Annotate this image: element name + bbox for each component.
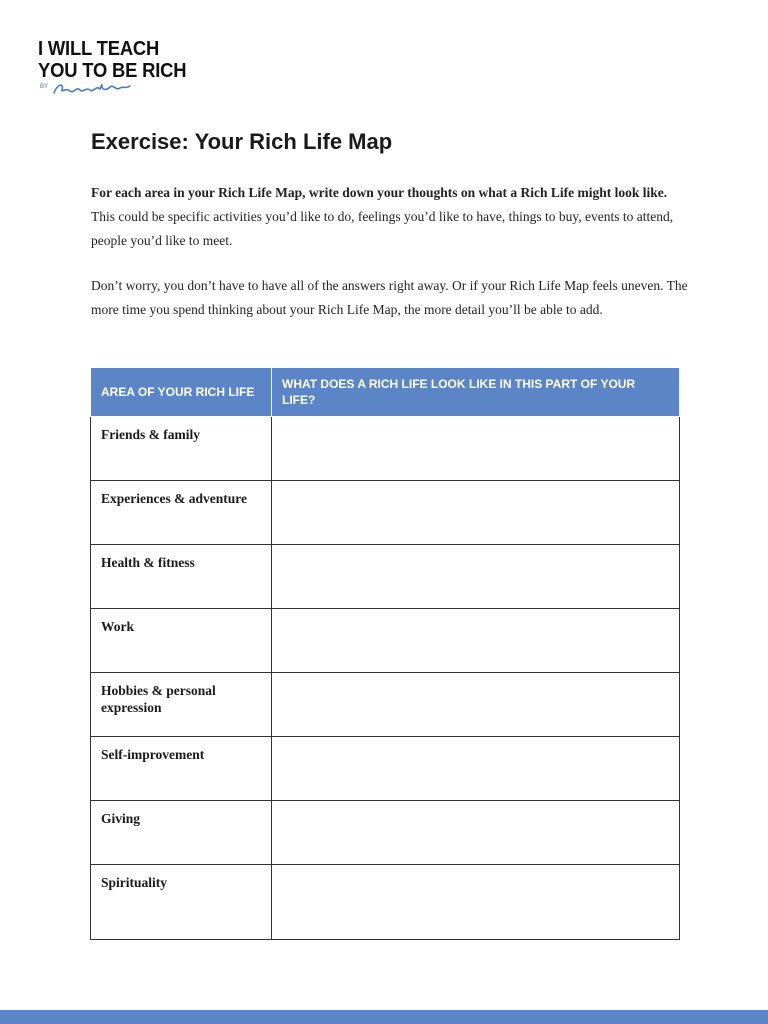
- intro-rest: This could be specific activities you’d like to do, feelings you’d like to have, things to buy, events to attend, people you’d like to meet.: [91, 209, 674, 248]
- table-row: [91, 673, 680, 737]
- table-row: [91, 545, 680, 609]
- table-row: [91, 865, 680, 940]
- answer-cell[interactable]: [272, 481, 680, 545]
- area-cell: Giving: [91, 801, 272, 865]
- brand-logo: [38, 38, 199, 90]
- area-cell: Friends & family: [91, 417, 272, 481]
- area-cell: Self-improvement: [91, 737, 272, 801]
- intro-bold: For each area in your Rich Life Map, write down your thoughts on what a Rich Life might look like.: [91, 185, 668, 200]
- table-row: [91, 609, 680, 673]
- table-row: [91, 481, 680, 545]
- answer-cell[interactable]: [272, 545, 680, 609]
- table-header-row: [91, 368, 680, 417]
- area-cell: Work: [91, 609, 272, 673]
- answer-cell[interactable]: [272, 801, 680, 865]
- answer-cell[interactable]: [272, 865, 680, 940]
- area-cell: Spirituality: [91, 865, 272, 940]
- header-description: WHAT DOES A RICH LIFE LOOK LIKE IN THIS PART OF YOUR LIFE?: [272, 368, 680, 417]
- table-row: [91, 417, 680, 481]
- area-cell: Hobbies & personal expression: [91, 673, 272, 737]
- note-paragraph: Don’t worry, you don’t have to have all of the answers right away. Or if your Rich Life Map feels uneven. The more time you spend thinking about your Rich Life Map, the more detail you’ll be able to add.: [91, 278, 688, 317]
- area-cell: Health & fitness: [91, 545, 272, 609]
- area-cell: Experiences & adventure: [91, 481, 272, 545]
- logo-line-1: I WILL TEACH: [38, 38, 160, 60]
- table-row: [91, 737, 680, 801]
- signature-icon: [52, 81, 132, 97]
- answer-cell[interactable]: [272, 737, 680, 801]
- answer-cell[interactable]: [272, 673, 680, 737]
- answer-cell[interactable]: [272, 417, 680, 481]
- logo-by: BY: [40, 84, 49, 90]
- table-row: [91, 801, 680, 865]
- footer-bar: [0, 1010, 768, 1024]
- intro-paragraph: [91, 181, 691, 253]
- logo-line-2: YOU TO BE RICH: [38, 60, 187, 82]
- header-area: AREA OF YOUR RICH LIFE: [91, 368, 272, 417]
- rich-life-map-table: [90, 367, 680, 940]
- page-title: Exercise: Your Rich Life Map: [91, 129, 393, 154]
- answer-cell[interactable]: [272, 609, 680, 673]
